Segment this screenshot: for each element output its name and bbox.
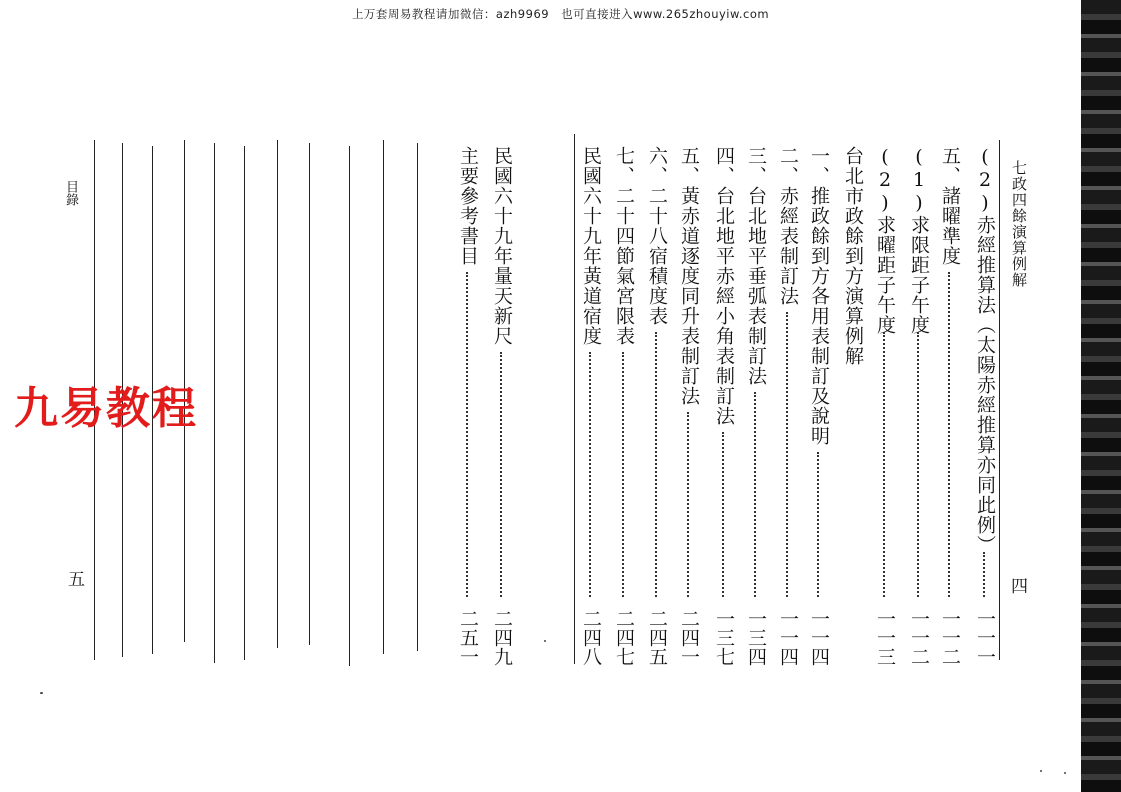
scan-speck bbox=[1064, 772, 1066, 774]
book-spine-shadow bbox=[1081, 0, 1121, 792]
toc-entry-page: 二四八 bbox=[580, 609, 602, 666]
rule-line bbox=[417, 143, 418, 651]
toc-entry-page: 二四九 bbox=[491, 609, 513, 666]
leader-dots bbox=[687, 412, 693, 597]
toc-entry-page: 二五一 bbox=[457, 609, 479, 666]
toc-entry bbox=[489, 146, 515, 666]
toc-entry-page: 一一一 bbox=[974, 609, 996, 666]
leader-dots bbox=[500, 352, 506, 597]
leader-dots bbox=[466, 272, 472, 597]
watermark-logo: 九易教程 bbox=[14, 383, 198, 434]
leader-dots bbox=[817, 452, 823, 597]
rule-line bbox=[574, 134, 575, 664]
toc-entry-title: (2)赤經推算法（太陽赤經推算亦同此例） bbox=[974, 146, 996, 555]
leader-dots bbox=[722, 432, 728, 597]
toc-entry bbox=[937, 146, 963, 666]
toc-entry-title: 台北市政餘到方演算例解 bbox=[842, 146, 864, 366]
toc-entry bbox=[743, 146, 769, 666]
rule-line bbox=[349, 146, 350, 666]
leader-dots bbox=[883, 332, 889, 597]
running-title: 七政四餘演算例解 bbox=[1010, 160, 1028, 288]
toc-entry bbox=[806, 146, 832, 666]
toc-entry-title: 民國六十九年黃道宿度 bbox=[580, 146, 602, 346]
toc-entry-page: 二四七 bbox=[613, 609, 635, 666]
leader-dots bbox=[786, 312, 792, 597]
rule-line bbox=[999, 140, 1000, 660]
toc-entry-title: 五、諸曜準度 bbox=[939, 146, 961, 266]
toc-entry-title: 五、黃赤道逐度同升表制訂法 bbox=[678, 146, 700, 406]
toc-entry bbox=[840, 146, 866, 666]
toc-entry bbox=[872, 146, 898, 666]
rule-line bbox=[277, 140, 278, 648]
header-banner: 上万套周易教程请加微信：azh9969 也可直接进入www.265zhouyiw.com bbox=[351, 7, 770, 21]
leader-dots bbox=[948, 272, 954, 597]
toc-entry-title: (2)求曜距子午度 bbox=[874, 146, 896, 335]
toc-entry-page: 二四一 bbox=[678, 609, 700, 666]
rule-line bbox=[244, 146, 245, 660]
toc-entry-title: 民國六十九年量天新尺 bbox=[491, 146, 513, 346]
toc-entry bbox=[578, 146, 604, 666]
toc-entry bbox=[711, 146, 737, 666]
toc-entry-title: (1)求限距子午度 bbox=[908, 146, 930, 335]
scan-speck bbox=[1040, 770, 1042, 772]
toc-entry-title: 四、台北地平赤經小角表制訂法 bbox=[713, 146, 735, 426]
toc-entry-title: 主要參考書目 bbox=[457, 146, 479, 266]
toc-entry bbox=[972, 146, 998, 666]
scan-speck bbox=[40, 692, 43, 694]
toc-entry-page: 二四五 bbox=[646, 609, 668, 666]
toc-entry bbox=[644, 146, 670, 666]
scan-speck bbox=[544, 640, 546, 642]
toc-entry bbox=[906, 146, 932, 666]
section-label-contents: 目錄 bbox=[63, 180, 78, 206]
toc-entry-page: 一一二 bbox=[939, 609, 961, 666]
leader-dots bbox=[754, 392, 760, 597]
toc-entry-page: 一一三 bbox=[874, 609, 896, 666]
leader-dots bbox=[589, 352, 595, 597]
toc-entry-page: 一一二 bbox=[908, 609, 930, 666]
toc-entry bbox=[611, 146, 637, 666]
rule-line bbox=[383, 140, 384, 654]
page-number-right: 四 bbox=[1011, 577, 1028, 597]
toc-entry-title: 一、推政餘到方各用表制訂及說明 bbox=[808, 146, 830, 446]
toc-entry-title: 二、赤經表制訂法 bbox=[777, 146, 799, 306]
leader-dots bbox=[622, 352, 628, 597]
leader-dots bbox=[917, 332, 923, 597]
toc-entry-title: 三、台北地平垂弧表制訂法 bbox=[745, 146, 767, 386]
toc-entry-page: 一三七 bbox=[713, 609, 735, 666]
page-number-left: 五 bbox=[68, 570, 85, 590]
toc-entry-title: 七、二十四節氣宮限表 bbox=[613, 146, 635, 346]
toc-entry-title: 六、二十八宿積度表 bbox=[646, 146, 668, 326]
leader-dots bbox=[655, 332, 661, 597]
toc-entry-page: 一一四 bbox=[777, 609, 799, 666]
leader-dots bbox=[983, 552, 989, 597]
rule-line bbox=[214, 143, 215, 663]
toc-entry-page: 一三四 bbox=[745, 609, 767, 666]
rule-line bbox=[309, 143, 310, 645]
toc-entry bbox=[775, 146, 801, 666]
toc-entry bbox=[455, 146, 481, 666]
toc-entry bbox=[676, 146, 702, 666]
toc-entry-page: 一一四 bbox=[808, 609, 830, 666]
